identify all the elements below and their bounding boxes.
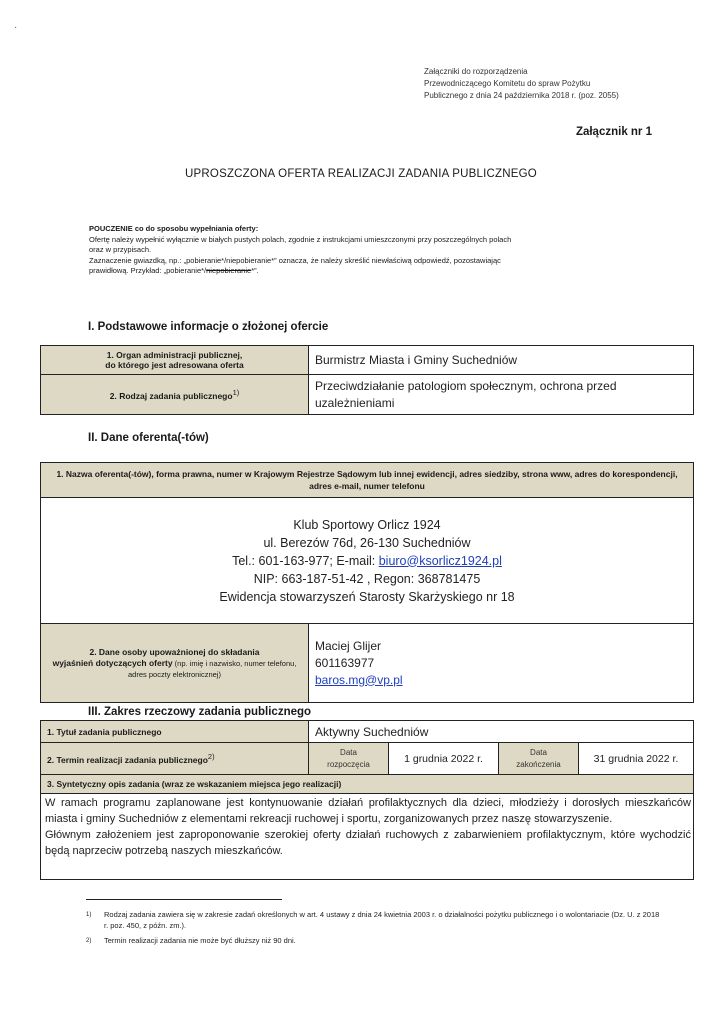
regulation-note-line: Załączniki do rozporządzenia — [424, 67, 528, 76]
section-3-title: III. Zakres rzeczowy zadania publicznego — [88, 706, 312, 718]
org-name: Klub Sportowy Orlicz 1924 — [293, 517, 441, 532]
regulation-note — [424, 66, 619, 102]
task-description-label-cell: 3. Syntetyczny opis zadania (wraz ze wskazaniem miejsca jego realizacji) — [41, 775, 694, 794]
instructions-line: Ofertę należy wypełnić wyłącznie w białych pustych polach, zgodnie z instrukcjami umieszczonymi przy poszczególnych polach — [89, 234, 512, 244]
footnote-2: $^{2)}$ Termin realizacji zadania nie może być dłuższy niż 90 dni. — [86, 936, 296, 945]
annex-label: Załącznik nr 1 — [575, 126, 652, 138]
description-paragraph: Głównym założeniem jest zaproponowanie szerokiej oferty działań ruchowych z zabarwieniem profilaktycznym, które wychodzić będą naprzeciw potrzebą naszych mieszkańców. — [45, 829, 691, 857]
task-scope-table — [40, 720, 694, 880]
org-registry: Ewidencja stowarzyszeń Starosty Skarżyskiego nr 18 — [219, 589, 515, 604]
struck-example: niepobieranie — [206, 266, 252, 275]
task-period-label-cell: 2. Termin realizacji zadania publicznego$^{2)}$ — [41, 743, 309, 775]
scan-mark: · — [14, 22, 18, 33]
section-1-title: I. Podstawowe informacje o złożonej ofercie — [88, 321, 329, 333]
contact-phone: 601163977 — [315, 655, 375, 670]
start-date-value[interactable]: 1 grudnia 2022 r. — [389, 743, 499, 775]
authority-label-cell: 1. Organ administracji publicznej, do którego jest adresowana oferta — [41, 346, 309, 375]
footnote-divider — [86, 899, 282, 900]
instructions-heading: POUCZENIE co do sposobu wypełniania oferty: — [89, 224, 259, 233]
task-title-label-cell: 1. Tytuł zadania publicznego — [41, 721, 309, 743]
description-paragraph: W ramach programu zaplanowane jest kontynuowanie działań profilaktycznych dla dzieci, młodzieży i dorosłych mieszkańców miasta i gminy Suchedniów z elementami rekreacji ruchowej i sportu, zorganizowanych przez naszę stowarzyszenie. — [45, 797, 691, 825]
offeror-table — [40, 462, 694, 703]
instructions-line: Zaznaczenie gwiazdką, np.: „pobieranie*/niepobieranie*” oznacza, że należy skreślić niewłaściwą odpowiedź, pozostawiając — [89, 255, 501, 265]
regulation-note-line: Przewodniczącego Komitetu do spraw Pożytku — [424, 79, 591, 88]
task-description-value[interactable] — [41, 794, 694, 880]
contact-person-value[interactable] — [309, 624, 694, 703]
org-email-link[interactable]: biuro@ksorlicz1924.pl — [378, 553, 502, 568]
footnote-1: $^{1)}$ Rodzaj zadania zawiera się w zakresie zadań określonych w art. 4 ustawy z dnia 24 kwietnia 2003 r. o działalności pożytku publicznego i o wolontariacie (Dz. U. z 2018 r. poz. 450, z późn. zm.). — [86, 910, 660, 930]
task-type-label-cell: 2. Rodzaj zadania publicznego$^{1)}$ — [41, 375, 309, 415]
regulation-note-line: Publicznego z dnia 24 października 2018 r. (poz. 2055) — [424, 91, 619, 100]
offeror-label-cell: 1. Nazwa oferenta(-tów), forma prawna, numer w Krajowym Rejestrze Sądowym lub innej ewidencji, adres siedziby, strona www, adres do korespondencji, adres e-mail, numer telefonu — [41, 463, 694, 498]
contact-name: Maciej Glijer — [315, 638, 382, 653]
section-2-title: II. Dane oferenta(-tów) — [88, 432, 209, 444]
offeror-details[interactable] — [41, 498, 694, 624]
instructions-example: prawidłową. Przykład: „pobieranie*/niepobieranie*”. — [89, 266, 259, 275]
task-type-value[interactable]: Przeciwdziałanie patologiom społecznym, ochrona przed uzależnieniami — [309, 375, 694, 415]
start-date-label-cell: Data rozpoczęcia — [309, 743, 389, 775]
org-ids: NIP: 663-187-51-42 , Regon: 368781475 — [253, 571, 481, 586]
instructions-line: oraz w przypisach. — [89, 245, 152, 254]
contact-person-label-cell: 2. Dane osoby upoważnionej do składania wyjaśnień dotyczących oferty (np. imię i nazwisko, numer telefonu, adres poczty elektronicznej) — [41, 624, 309, 703]
end-date-label-cell: Data zakończenia — [499, 743, 579, 775]
end-date-value[interactable]: 31 grudnia 2022 r. — [579, 743, 694, 775]
org-contact: Tel.: 601-163-977; E-mail: biuro@ksorlicz1924.pl — [232, 553, 502, 568]
contact-email-link[interactable]: baros.mg@vp.pl — [315, 672, 403, 687]
task-title-value[interactable]: Aktywny Suchedniów — [309, 721, 694, 743]
authority-value[interactable]: Burmistrz Miasta i Gminy Suchedniów — [309, 346, 694, 375]
instructions — [89, 224, 649, 277]
org-address: ul. Berezów 76d, 26-130 Suchedniów — [263, 535, 471, 550]
basic-info-table — [40, 345, 694, 415]
document-title: UPROSZCZONA OFERTA REALIZACJI ZADANIA PUBLICZNEGO — [185, 168, 537, 180]
